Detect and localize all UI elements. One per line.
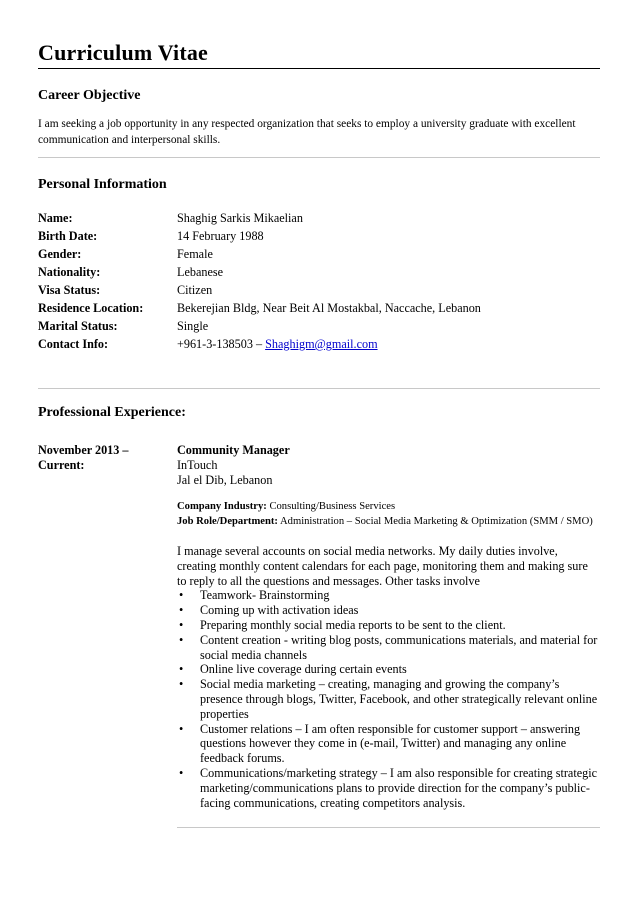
job-duties-intro: I manage several accounts on social media networks. My daily duties involve, creating monthly content calendars for each page, monitoring them and making sure to reply to all the questions and messages. Other tasks involve: [177, 544, 588, 588]
bullet-icon: •: [179, 662, 184, 677]
role-label: Job Role/Department:: [177, 516, 278, 527]
title-divider: [38, 68, 600, 69]
task-text: Coming up with activation ideas: [200, 603, 359, 618]
info-row-visa-status: [38, 281, 600, 299]
info-label: Marital Status:: [38, 319, 118, 333]
info-value: Bekerejian Bldg, Near Beit Al Mostakbal, Naccache, Lebanon: [177, 301, 481, 315]
info-label: Contact Info:: [38, 337, 109, 351]
personal-information-heading: Personal Information: [38, 177, 167, 192]
task-text: Communications/marketing strategy – I am also responsible for creating strategic marketing/communications plans to provide direction for the company’s public-facing communications, creating competitors analysis.: [200, 765, 597, 810]
job-tasks-list: [177, 588, 600, 810]
info-row-marital-status: [38, 317, 600, 335]
job-details: [177, 499, 600, 529]
info-row-gender: [38, 245, 600, 263]
professional-experience-heading: Professional Experience:: [38, 405, 186, 420]
contact-phone: +961-3-138503 –: [177, 337, 266, 351]
info-value: Female: [177, 247, 213, 261]
list-item: [177, 677, 600, 721]
bullet-icon: •: [179, 721, 184, 736]
job-title: Community Manager: [177, 443, 290, 457]
info-label: Visa Status:: [38, 283, 101, 297]
task-text: Preparing monthly social media reports to be sent to the client.: [200, 617, 506, 632]
info-row-name: [38, 209, 600, 227]
list-item: [177, 588, 600, 603]
job-location: Jal el Dib, Lebanon: [177, 473, 273, 487]
bullet-icon: •: [179, 603, 184, 618]
info-label: Nationality:: [38, 265, 101, 279]
role-value: Administration – Social Media Marketing & Optimization (SMM / SMO): [280, 516, 593, 527]
info-value: 14 February 1988: [177, 229, 264, 243]
list-item: [177, 662, 600, 677]
list-item: [177, 603, 600, 618]
info-row-birth-date: [38, 227, 600, 245]
job-date-to: Current:: [38, 458, 85, 472]
job-entry: [177, 443, 600, 810]
bullet-icon: •: [179, 677, 184, 692]
info-value: [177, 335, 600, 353]
job-date-range: [38, 443, 129, 473]
info-label: Gender:: [38, 247, 82, 261]
info-value: Citizen: [177, 283, 213, 297]
personal-information-table: [38, 209, 600, 353]
task-text: Social media marketing – creating, managing and growing the company’s presence through blogs, Twitter, Facebook, and other strategically relevant online properties: [200, 677, 598, 721]
email-link[interactable]: Shaghigm@gmail.com: [265, 337, 378, 351]
list-item: [177, 633, 600, 663]
career-objective-heading: Career Objective: [38, 88, 141, 103]
bullet-icon: •: [179, 588, 184, 603]
info-value: Lebanese: [177, 265, 224, 279]
info-row-residence-location: [38, 299, 600, 317]
bullet-icon: •: [179, 617, 184, 632]
section-divider: [38, 157, 600, 158]
job-industry-line: [177, 499, 600, 514]
job-company: InTouch: [177, 458, 218, 472]
industry-label: Company Industry:: [177, 501, 267, 512]
bullet-icon: •: [179, 765, 184, 780]
list-item: [177, 722, 600, 766]
info-label: Birth Date:: [38, 229, 98, 243]
task-text: Online live coverage during certain events: [200, 662, 407, 677]
section-divider: [177, 827, 600, 828]
job-date-from: November 2013 –: [38, 443, 129, 457]
section-divider: [38, 388, 600, 389]
task-text: Content creation - writing blog posts, communications materials, and material for social media channels: [200, 632, 598, 662]
document-title: Curriculum Vitae: [38, 40, 209, 65]
bullet-icon: •: [179, 632, 184, 647]
info-label: Residence Location:: [38, 301, 144, 315]
info-label: Name:: [38, 211, 73, 225]
info-row-contact-info: [38, 335, 600, 353]
list-item: [177, 766, 600, 810]
industry-value: Consulting/Business Services: [269, 501, 396, 512]
info-row-nationality: [38, 263, 600, 281]
task-text: Teamwork- Brainstorming: [200, 588, 330, 603]
task-text: Customer relations – I am often responsible for customer support – answering questions however they come in (e-mail, Twitter) and managing any online feedback forums.: [200, 721, 581, 766]
info-value: Shaghig Sarkis Mikaelian: [177, 211, 303, 225]
career-objective-text: I am seeking a job opportunity in any respected organization that seeks to employ a university graduate with excellent communication and interpersonal skills.: [38, 118, 576, 146]
list-item: [177, 618, 600, 633]
job-role-line: [177, 514, 600, 529]
info-value: Single: [177, 319, 209, 333]
